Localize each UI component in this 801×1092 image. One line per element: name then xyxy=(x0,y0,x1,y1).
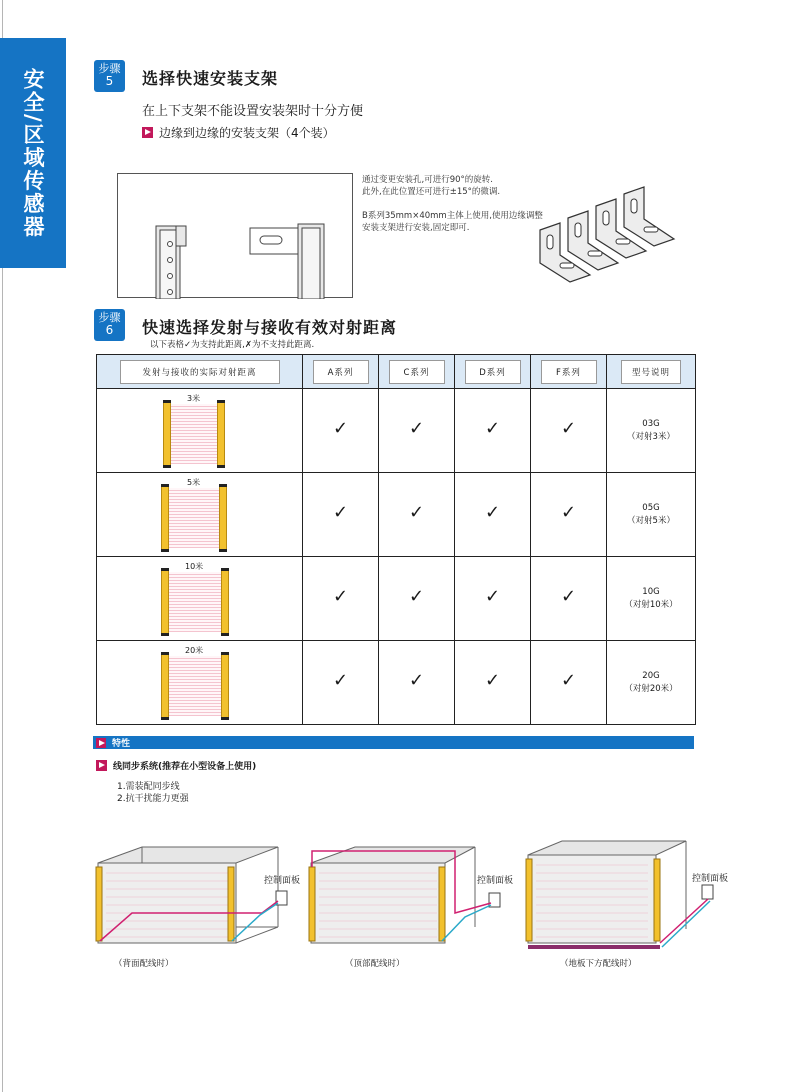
check-mark-icon: ✓ xyxy=(408,586,425,607)
series-note-line-1: B系列35mm×40mm主体上使用,使用边缘调整 xyxy=(362,211,543,221)
header-model xyxy=(607,355,696,389)
emitter-pole xyxy=(161,570,169,634)
light-beam xyxy=(169,572,223,632)
distance-label: 10米 xyxy=(185,561,204,571)
step6-title: 快速选择发射与接收有效对射距离 xyxy=(142,318,398,337)
receiver-pole xyxy=(219,486,227,550)
model-desc: （对射3米） xyxy=(627,431,675,442)
model-desc: （对射10米） xyxy=(624,599,678,610)
side-line-top xyxy=(2,0,3,38)
distance-label: 3米 xyxy=(187,393,201,403)
wiring-diagram-top xyxy=(305,833,514,978)
check-mark-icon: ✓ xyxy=(560,586,577,607)
header-model-label: 型号说明 xyxy=(621,360,681,384)
c-check-cell xyxy=(379,641,455,725)
d-check-cell xyxy=(455,641,531,725)
features-heading xyxy=(96,759,256,772)
distance-label: 5米 xyxy=(187,477,201,487)
check-mark-icon: ✓ xyxy=(560,670,577,691)
control-panel-label: 控制面板 xyxy=(692,874,729,884)
distance-label: 20米 xyxy=(185,645,204,655)
series-note-line-2: 安装支架进行安装,固定即可. xyxy=(362,223,470,233)
step5-badge-label: 步骤 xyxy=(98,62,121,75)
a-check-cell xyxy=(303,389,379,473)
f-check-cell xyxy=(531,389,607,473)
model-code: 20G xyxy=(642,670,660,681)
distance-cell xyxy=(97,473,303,557)
side-line-bottom xyxy=(2,268,3,1092)
check-mark-icon: ✓ xyxy=(408,502,425,523)
d-check-cell xyxy=(455,473,531,557)
table-header-row xyxy=(97,355,696,389)
table-row xyxy=(97,473,696,557)
distance-cell xyxy=(97,641,303,725)
a-check-cell xyxy=(303,641,379,725)
receiver-pole xyxy=(221,570,229,634)
distance-cell xyxy=(97,557,303,641)
table-row xyxy=(97,557,696,641)
control-panel-label: 控制面板 xyxy=(477,876,514,886)
list-item: 2.抗干扰能力更强 xyxy=(117,794,189,804)
header-distance-label: 发射与接收的实际对射距离 xyxy=(120,360,280,384)
check-mark-icon: ✓ xyxy=(408,670,425,691)
model-cell xyxy=(607,557,696,641)
header-f-series xyxy=(531,355,607,389)
bracket-set-image xyxy=(530,185,700,290)
bracket-rotate-note xyxy=(362,174,500,198)
step6-note: 以下表格✓为支持此距离,✗为不支持此距离. xyxy=(150,340,315,350)
features-bar xyxy=(93,736,694,749)
wiring-top-drawing xyxy=(305,833,510,978)
features-bar-label: 特性 xyxy=(112,739,131,749)
rotate-note-line-2: 此外,在此位置还可进行±15°的微调. xyxy=(362,187,501,197)
model-code: 10G xyxy=(642,586,660,597)
d-check-cell xyxy=(455,557,531,641)
check-mark-icon: ✓ xyxy=(332,502,349,523)
light-beam xyxy=(169,656,223,716)
step6-badge-label: 步骤 xyxy=(98,311,121,324)
rotate-note-line-1: 通过变更安装孔,可进行90°的旋转. xyxy=(362,175,493,185)
header-a-series xyxy=(303,355,379,389)
header-c-series xyxy=(379,355,455,389)
c-check-cell xyxy=(379,389,455,473)
light-beam xyxy=(169,488,221,548)
diagram-caption: （地板下方配线时） xyxy=(560,959,637,969)
check-mark-icon: ✓ xyxy=(408,418,425,439)
diagram-caption: （顶部配线时） xyxy=(345,959,405,969)
side-tab-label: 安全/区域传感器 xyxy=(21,67,45,239)
step5-bullet xyxy=(142,124,335,141)
distance-cell xyxy=(97,389,303,473)
step5-title: 选择快速安装支架 xyxy=(142,69,279,88)
check-mark-icon: ✓ xyxy=(560,418,577,439)
model-cell xyxy=(607,389,696,473)
light-beam xyxy=(171,404,219,464)
header-c-label: C系列 xyxy=(389,360,445,384)
a-check-cell xyxy=(303,557,379,641)
header-a-label: A系列 xyxy=(313,360,369,384)
model-code: 03G xyxy=(642,418,660,429)
table-row xyxy=(97,389,696,473)
d-check-cell xyxy=(455,389,531,473)
model-cell xyxy=(607,473,696,557)
bracket-illustration xyxy=(117,173,353,298)
check-mark-icon: ✓ xyxy=(332,586,349,607)
step6-badge xyxy=(94,309,125,341)
check-mark-icon: ✓ xyxy=(332,418,349,439)
f-check-cell xyxy=(531,641,607,725)
check-mark-icon: ✓ xyxy=(484,586,501,607)
control-panel-label: 控制面板 xyxy=(264,876,301,886)
receiver-pole xyxy=(217,402,225,466)
header-d-label: D系列 xyxy=(465,360,521,384)
triangle-bullet-icon xyxy=(142,127,153,138)
c-check-cell xyxy=(379,473,455,557)
header-d-series xyxy=(455,355,531,389)
diagram-caption: （背面配线时） xyxy=(114,959,174,969)
step5-badge-number: 5 xyxy=(105,74,114,88)
header-f-label: F系列 xyxy=(541,360,597,384)
features-heading-label: 线同步系统(推荐在小型设备上使用) xyxy=(113,762,257,772)
triangle-bullet-icon xyxy=(96,738,106,748)
distance-table xyxy=(96,354,696,725)
model-cell xyxy=(607,641,696,725)
check-mark-icon: ✓ xyxy=(484,418,501,439)
step5-bullet-label: 边缘到边缘的安装支架（4个装） xyxy=(159,126,335,140)
f-check-cell xyxy=(531,557,607,641)
step5-subtitle: 在上下支架不能设置安装架时十分方便 xyxy=(142,104,364,119)
emitter-pole xyxy=(163,402,171,466)
check-mark-icon: ✓ xyxy=(560,502,577,523)
f-check-cell xyxy=(531,473,607,557)
check-mark-icon: ✓ xyxy=(484,670,501,691)
check-mark-icon: ✓ xyxy=(332,670,349,691)
triangle-bullet-icon xyxy=(96,760,107,771)
header-distance xyxy=(97,355,303,389)
model-desc: （对射20米） xyxy=(624,683,678,694)
table-row xyxy=(97,641,696,725)
section-side-tab xyxy=(0,38,66,268)
emitter-pole xyxy=(161,654,169,718)
receiver-pole xyxy=(221,654,229,718)
emitter-pole xyxy=(161,486,169,550)
step6-badge-number: 6 xyxy=(105,323,114,337)
model-code: 05G xyxy=(642,502,660,513)
step5-badge xyxy=(94,60,125,92)
a-check-cell xyxy=(303,473,379,557)
list-item: 1.需装配同步线 xyxy=(117,782,180,792)
check-mark-icon: ✓ xyxy=(484,502,501,523)
wiring-diagram-floor xyxy=(522,833,727,978)
wiring-diagram-back xyxy=(92,833,301,978)
model-desc: （对射5米） xyxy=(627,515,675,526)
features-list xyxy=(117,781,189,805)
c-check-cell xyxy=(379,557,455,641)
bracket-drawing xyxy=(118,174,354,299)
bracket-series-note xyxy=(362,210,543,234)
